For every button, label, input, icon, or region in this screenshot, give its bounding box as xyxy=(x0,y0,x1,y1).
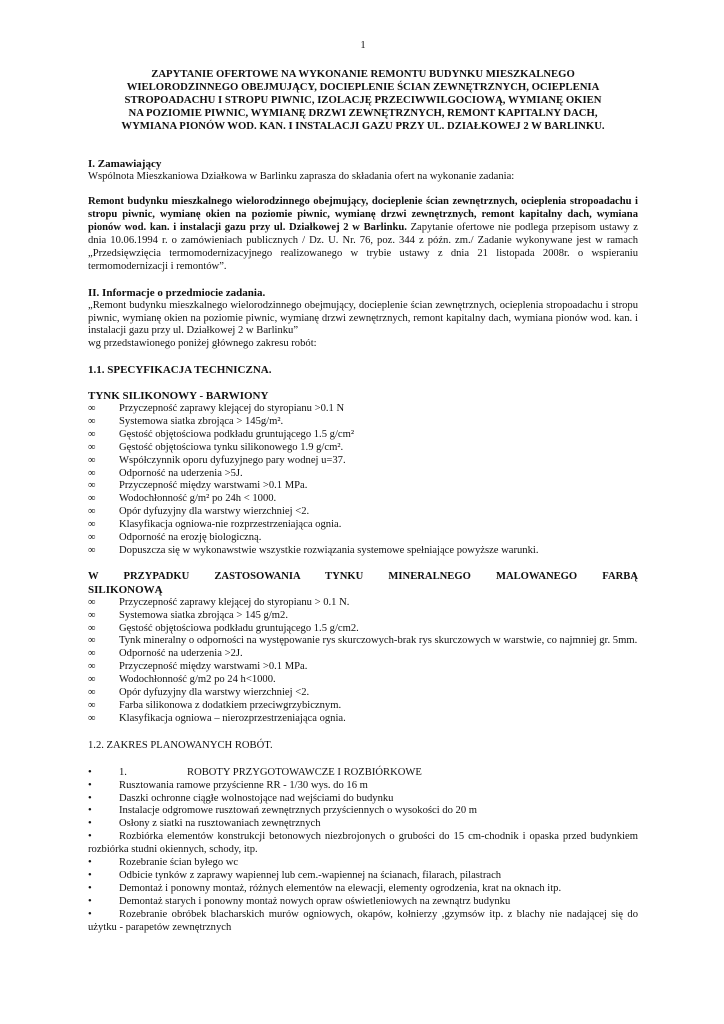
title-line: WIELORODZINNEGO OBEJMUJĄCY, DOCIEPLENIE ŚCIAN ZEWNĘTRZNYCH, OCIEPLENIA xyxy=(126,80,600,93)
list-item xyxy=(88,805,638,818)
section-informacje xyxy=(88,287,638,352)
item-text: Farba silikonowa z dodatkiem przeciwgrzybicznym. xyxy=(119,699,342,711)
list-item xyxy=(88,545,638,558)
infinity-bullet-icon: ∞ xyxy=(88,545,96,556)
list-item xyxy=(88,870,638,883)
item-text: Przyczepność między warstwami >0.1 MPa. xyxy=(119,661,308,673)
subsection-heading: TYNK SILIKONOWY - BARWIONY xyxy=(88,390,269,403)
infinity-bullet-icon: ∞ xyxy=(88,596,96,608)
item-text: Systemowa siatka zbrojąca > 145g/m². xyxy=(119,415,284,427)
item-text: Wodochłonność g/m2 po 24 h<1000. xyxy=(119,674,276,686)
item-text: Wodochłonność g/m² po 24h < 1000. xyxy=(119,493,277,505)
task-name-bold: Remont budynku mieszkalnego wielorodzinnego obejmujący, docieplenie ścian zewnętrznych, ocieplenia stropoadachu i stropu piwnic, wymianę okien na poziomie piwnic, wymianę drzwi zewnętrznych, remont kapitalny dach, wymiana pionów wod. kan. i instalacji gazu przy ul. Działkowej 2 w Barlinku. xyxy=(88,196,638,234)
title-line: WYMIANA PIONÓW WOD. KAN. I INSTALACJI GAZU PRZY UL. DZIAŁKOWEJ 2 W BARLINKU. xyxy=(121,119,605,132)
bullet-icon: • xyxy=(88,792,92,804)
infinity-bullet-icon: ∞ xyxy=(88,506,96,518)
zakres-heading: 1.2. ZAKRES PLANOWANYCH ROBÓT. xyxy=(88,739,273,751)
list-item xyxy=(88,403,638,416)
list-item xyxy=(88,831,638,857)
list-item xyxy=(88,793,638,806)
list-item xyxy=(88,818,638,831)
zakres-robot xyxy=(88,767,638,935)
list-item xyxy=(88,597,638,610)
infinity-bullet-icon: ∞ xyxy=(88,635,96,647)
item-text: ROBOTY PRZYGOTOWAWCZE I ROZBIÓRKOWE xyxy=(187,766,422,778)
infinity-bullet-icon: ∞ xyxy=(88,519,96,531)
item-text: Rozebranie ścian byłego wc xyxy=(119,857,239,869)
item-text: Klasyfikacja ogniowa – nierozprzestrzeniająca ognia. xyxy=(119,712,346,724)
item-number: 1. xyxy=(119,766,127,778)
task-legal-note: Zapytanie ofertowe nie podlega przepisom ustawy z dnia 10.06.1994 r. o zamówieniach publicznych / Dz. U. Nr. 76, poz. 344 z późn. zm./ Zadanie wykonywane jest w ramach „Przedsięwzięcia termomodernizacyjnego realizowanego w trybie ustawy z dnia 21 listopada 2008r. o wspieraniu termomodernizacji i remontów”. xyxy=(88,222,638,272)
bullet-icon: • xyxy=(88,895,92,907)
item-text: Instalacje odgromowe rusztowań zewnętrznych przyściennych o wysokości do 20 m xyxy=(119,805,478,817)
list-item xyxy=(88,661,638,674)
list-item xyxy=(88,909,638,935)
item-text: Gęstość objętościowa podkładu gruntującego 1.5 g/cm2. xyxy=(119,622,359,634)
list-item xyxy=(88,635,638,648)
item-text: Rusztowania ramowe przyścienne RR - 1/30 wys. do 16 m xyxy=(119,779,368,791)
subsection-heading-cont: SILIKONOWĄ xyxy=(88,583,163,596)
document-title xyxy=(88,68,638,133)
tynk-silikonowy xyxy=(88,390,638,558)
list-item xyxy=(88,532,638,545)
list-item xyxy=(88,455,638,468)
title-line: ZAPYTANIE OFERTOWE NA WYKONANIE REMONTU BUDYNKU MIESZKALNEGO xyxy=(151,67,575,80)
bullet-icon: • xyxy=(88,882,92,894)
title-line: NA POZIOMIE PIWNIC, WYMIANĘ DRZWI ZEWNĘTRZNYCH, REMONT KAPITALNY DACH, xyxy=(128,106,598,119)
item-text: Gęstość objętościowa tynku silikonowego 1.9 g/cm². xyxy=(119,441,344,453)
infinity-bullet-icon: ∞ xyxy=(88,428,96,440)
list-item xyxy=(88,883,638,896)
list-item xyxy=(88,493,638,506)
infinity-bullet-icon: ∞ xyxy=(88,467,96,479)
item-text: Przyczepność zaprawy klejącej do styropianu >0.1 N xyxy=(119,403,345,415)
infinity-bullet-icon: ∞ xyxy=(88,454,96,466)
infinity-bullet-icon: ∞ xyxy=(88,687,96,699)
item-text: Demontaż i ponowny montaż, różnych elementów na elewacji, elementy ogrodzenia, krat na oknach itp. xyxy=(119,882,562,894)
infinity-bullet-icon: ∞ xyxy=(88,403,96,415)
spec-list xyxy=(88,403,638,558)
section-description xyxy=(88,196,638,273)
bullet-icon: • xyxy=(88,908,92,920)
item-text: Współczynnik oporu dyfuzyjnego pary wodnej u=37. xyxy=(119,454,346,466)
item-text: Opór dyfuzyjny dla warstwy wierzchniej <2. xyxy=(119,506,310,518)
list-item xyxy=(88,896,638,909)
list-item xyxy=(88,674,638,687)
item-text: Odporność na erozję biologiczną. xyxy=(119,532,262,544)
bullet-icon: • xyxy=(88,857,92,869)
list-item xyxy=(88,857,638,870)
section-text: „Remont budynku mieszkalnego wielorodzinnego obejmujący, docieplenie ścian zewnętrznych, ocieplenia stropoadachu i stropu piwnic, wymianę okien na poziomie piwnic, wymianę drzwi zewnętrznych, remont kapitalny dach, wymiana pionów wod. kan. i instalacji gazu przy ul. Działkowej 2 w Barlinku” xyxy=(88,299,638,337)
infinity-bullet-icon: ∞ xyxy=(88,532,96,544)
list-item xyxy=(88,780,638,793)
infinity-bullet-icon: ∞ xyxy=(88,648,96,660)
infinity-bullet-icon: ∞ xyxy=(88,480,96,492)
item-text: Dopuszcza się w wykonawstwie wszystkie rozwiązania systemowe spełniające powyższe warunki. xyxy=(119,545,539,556)
infinity-bullet-icon: ∞ xyxy=(88,674,96,686)
item-text: Rozbiórka elementów konstrukcji betonowych niezbrojonych o grubości do 15 cm-chodnik i opaska przed budynkiem rozbiórka studni okiennych, schody, itp. xyxy=(88,831,638,856)
list-item xyxy=(88,623,638,636)
item-text: Systemowa siatka zbrojąca > 145 g/m2. xyxy=(119,609,288,621)
section-text-2: wg przedstawionego poniżej głównego zakresu robót: xyxy=(88,338,317,350)
list-item xyxy=(88,687,638,700)
document-page xyxy=(88,40,638,934)
works-list xyxy=(88,767,638,935)
item-text: Rozebranie obróbek blacharskich murów ogniowych, okapów, kołnierzy ,gzymsów itp. z blachy nie nadającej się do użytku - parapetów zewnętrznych xyxy=(88,908,638,933)
list-item xyxy=(88,519,638,532)
section-zamawiajacy xyxy=(88,158,638,273)
list-item xyxy=(88,506,638,519)
list-item xyxy=(88,468,638,481)
bullet-icon: • xyxy=(88,805,92,817)
infinity-bullet-icon: ∞ xyxy=(88,699,96,711)
item-text: Klasyfikacja ogniowa-nie rozprzestrzeniająca ognia. xyxy=(119,519,342,531)
item-text: Odporność na uderzenia >2J. xyxy=(119,648,243,660)
item-text: Odbicie tynków z zaprawy wapiennej lub cem.-wapiennej na ścianach, filarach, pilastrach xyxy=(119,869,502,881)
list-item xyxy=(88,648,638,661)
spec-heading: 1.1. SPECYFIKACJA TECHNICZNA. xyxy=(88,364,272,377)
list-item xyxy=(88,429,638,442)
infinity-bullet-icon: ∞ xyxy=(88,493,96,505)
infinity-bullet-icon: ∞ xyxy=(88,609,96,621)
bullet-icon: • xyxy=(88,869,92,881)
item-text: Daszki ochronne ciągłe wolnostojące nad wejściami do budynku xyxy=(119,792,394,804)
list-item xyxy=(88,442,638,455)
bullet-icon: • xyxy=(88,831,92,843)
item-text: Przyczepność między warstwami >0.1 MPa. xyxy=(119,480,308,492)
infinity-bullet-icon: ∞ xyxy=(88,415,96,427)
infinity-bullet-icon: ∞ xyxy=(88,712,96,724)
list-item xyxy=(88,416,638,429)
item-text: Demontaż starych i ponowny montaż nowych opraw oświetleniowych na zewnątrz budynku xyxy=(119,895,511,907)
item-text: Osłony z siatki na rusztowaniach zewnętrznych xyxy=(119,818,321,830)
section-heading: II. Informacje o przedmiocie zadania. xyxy=(88,286,266,299)
bullet-icon: • xyxy=(88,779,92,791)
title-line: STROPOADACHU I STROPU PIWNIC, IZOLACJĘ PRZECIWWILGOCIOWĄ, WYMIANĘ OKIEN xyxy=(124,93,602,106)
item-text: Odporność na uderzenia >5J. xyxy=(119,467,243,479)
section-intro: Wspólnota Mieszkaniowa Działkowa w Barlinku zaprasza do składania ofert na wykonanie zadania: xyxy=(88,171,515,183)
spec-list xyxy=(88,597,638,726)
list-item xyxy=(88,700,638,713)
list-item xyxy=(88,767,638,780)
infinity-bullet-icon: ∞ xyxy=(88,441,96,453)
tynk-mineralny xyxy=(88,571,638,726)
item-text: Opór dyfuzyjny dla warstwy wierzchniej <2. xyxy=(119,687,310,699)
list-item xyxy=(88,713,638,726)
section-heading: I. Zamawiający xyxy=(88,158,162,171)
subsection-heading: W PRZYPADKU ZASTOSOWANIA TYNKU MINERALNEGO MALOWANEGO FARBĄ xyxy=(88,570,638,582)
list-item xyxy=(88,610,638,623)
list-item xyxy=(88,480,638,493)
item-text: Gęstość objętościowa podkładu gruntującego 1.5 g/cm² xyxy=(119,428,355,440)
infinity-bullet-icon: ∞ xyxy=(88,622,96,634)
infinity-bullet-icon: ∞ xyxy=(88,661,96,673)
item-text: Tynk mineralny o odporności na występowanie rys skurczowych-brak rys skurczowych w warstwie, co najmniej gr. 5mm. xyxy=(119,635,638,647)
item-text: Przyczepność zaprawy klejącej do styropianu > 0.1 N. xyxy=(119,596,350,608)
page-number: 1 xyxy=(360,40,366,51)
bullet-icon: • xyxy=(88,766,92,778)
bullet-icon: • xyxy=(88,818,92,830)
